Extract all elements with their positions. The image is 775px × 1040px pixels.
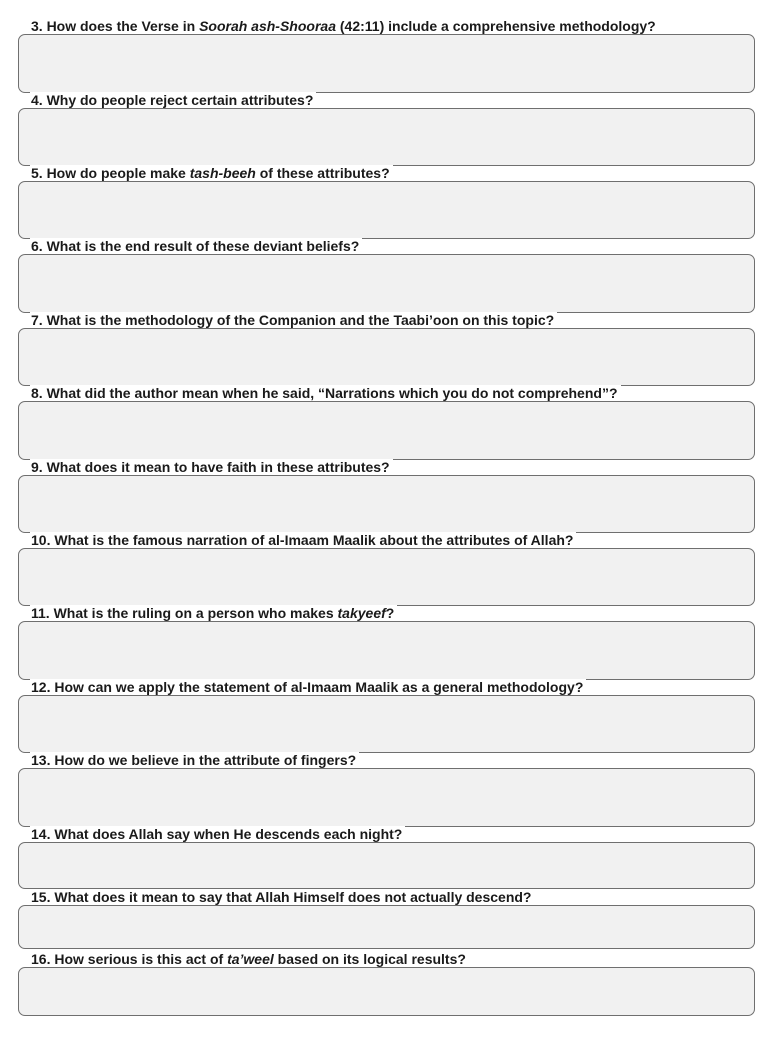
answer-field[interactable] xyxy=(31,638,742,671)
question-item xyxy=(18,165,755,239)
question-text: 7. What is the methodology of the Companion and the Taabi’oon on this topic? xyxy=(31,312,555,328)
question-label xyxy=(30,312,557,328)
answer-box[interactable] xyxy=(18,401,755,460)
question-item xyxy=(18,238,755,313)
question-text: 4. Why do people reject certain attributes? xyxy=(31,92,314,108)
question-text: 16. How serious is this act of xyxy=(31,951,228,967)
question-label xyxy=(30,92,316,108)
question-label xyxy=(30,951,469,967)
question-text: 8. What did the author mean when he said, “Narrations which you do not comprehend”? xyxy=(31,385,618,401)
answer-field[interactable] xyxy=(31,492,742,524)
question-item xyxy=(18,92,755,166)
question-text: 15. What does it mean to say that Allah Himself does not actually descend? xyxy=(31,889,532,905)
question-text: ? xyxy=(385,605,395,621)
answer-field[interactable] xyxy=(31,198,742,230)
question-label xyxy=(30,826,405,842)
question-label xyxy=(30,459,393,475)
question-label xyxy=(30,385,621,401)
answer-field[interactable] xyxy=(31,712,742,744)
question-label xyxy=(30,605,397,621)
answer-box[interactable] xyxy=(18,695,755,753)
question-item xyxy=(18,312,755,386)
answer-field[interactable] xyxy=(31,51,742,84)
question-label xyxy=(30,532,576,548)
question-text: 9. What does it mean to have faith in these attributes? xyxy=(31,459,390,475)
question-text: 3. How does the Verse in xyxy=(31,18,200,34)
answer-box[interactable] xyxy=(18,905,755,949)
question-text: 10. What is the famous narration of al-Imaam Maalik about the attributes of Allah? xyxy=(31,532,574,548)
answer-field[interactable] xyxy=(31,418,742,451)
question-label xyxy=(30,238,362,254)
answer-field[interactable] xyxy=(31,859,742,880)
question-item xyxy=(18,951,755,1016)
question-term: tash-beeh xyxy=(189,165,256,181)
answer-field[interactable] xyxy=(31,922,742,940)
answer-box[interactable] xyxy=(18,34,755,93)
answer-field[interactable] xyxy=(31,785,742,818)
answer-field[interactable] xyxy=(31,271,742,304)
question-item xyxy=(18,385,755,460)
question-label xyxy=(30,18,659,34)
answer-box[interactable] xyxy=(18,475,755,533)
question-text: 5. How do people make xyxy=(31,165,190,181)
question-label xyxy=(30,679,586,695)
question-term: ta’weel xyxy=(227,951,274,967)
question-item xyxy=(18,18,755,93)
question-text: (42:11) include a comprehensive methodology? xyxy=(335,18,656,34)
answer-field[interactable] xyxy=(31,984,742,1007)
answer-box[interactable] xyxy=(18,181,755,239)
question-text: of these attributes? xyxy=(255,165,390,181)
question-item xyxy=(18,532,755,606)
question-term: Soorah ash-Shooraa xyxy=(199,18,336,34)
question-text: 14. What does Allah say when He descends each night? xyxy=(31,826,403,842)
question-text: 12. How can we apply the statement of al-Imaam Maalik as a general methodology? xyxy=(31,679,584,695)
answer-field[interactable] xyxy=(31,125,742,157)
answer-field[interactable] xyxy=(31,345,742,377)
answer-box[interactable] xyxy=(18,967,755,1016)
question-item xyxy=(18,605,755,680)
answer-box[interactable] xyxy=(18,328,755,386)
question-text: 6. What is the end result of these deviant beliefs? xyxy=(31,238,360,254)
answer-field[interactable] xyxy=(31,565,742,597)
question-label xyxy=(30,165,393,181)
answer-box[interactable] xyxy=(18,108,755,166)
answer-box[interactable] xyxy=(18,621,755,680)
answer-box[interactable] xyxy=(18,768,755,827)
question-item xyxy=(18,889,755,949)
question-item xyxy=(18,459,755,533)
answer-box[interactable] xyxy=(18,254,755,313)
question-item xyxy=(18,826,755,889)
question-label xyxy=(30,752,359,768)
question-label xyxy=(30,889,535,905)
question-item xyxy=(18,679,755,753)
answer-box[interactable] xyxy=(18,548,755,606)
question-text: 11. What is the ruling on a person who makes xyxy=(31,605,338,621)
question-text: 13. How do we believe in the attribute of fingers? xyxy=(31,752,357,768)
answer-box[interactable] xyxy=(18,842,755,889)
question-text: based on its logical results? xyxy=(273,951,466,967)
question-term: takyeef xyxy=(337,605,386,621)
question-item xyxy=(18,752,755,827)
